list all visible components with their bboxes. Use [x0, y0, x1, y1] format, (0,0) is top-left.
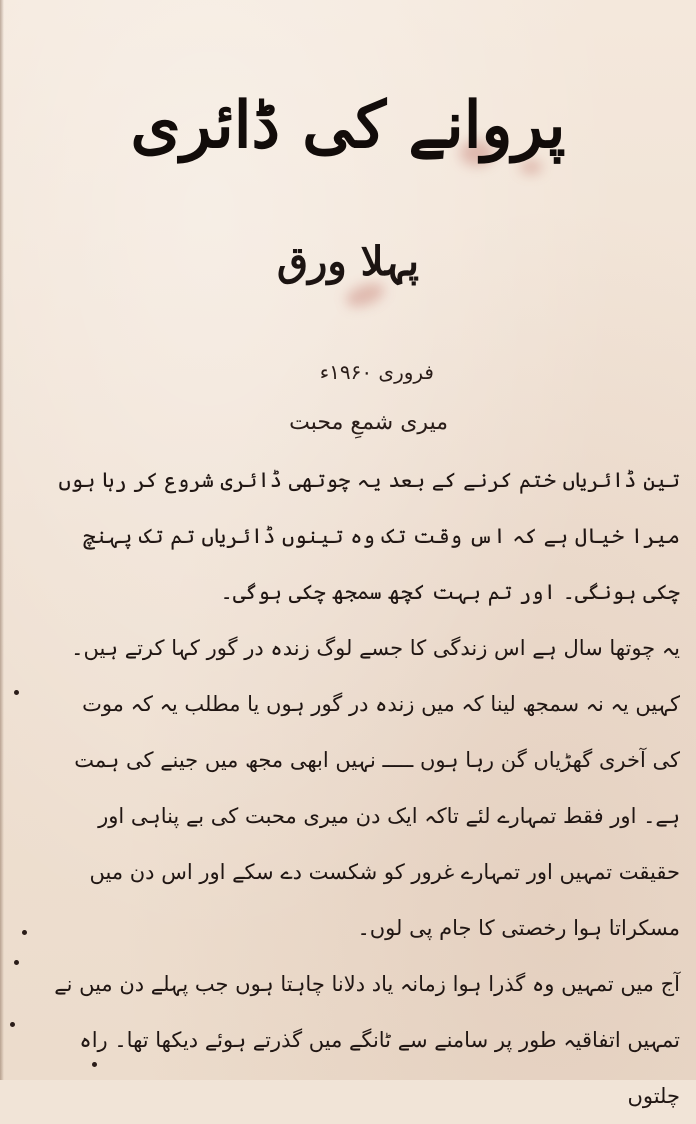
margin-dot [22, 930, 27, 935]
diary-body [52, 452, 680, 1124]
paragraph: یہ چوتھا سال ہے اس زندگی کا جسے لوگ زندہ در گور کہا کرتے ہیں۔ کہیں یہ نہ سمجھ لینا کہ میں زندہ در گور ہوں یا مطلب یہ کہ موت کی آخری گھڑیاں گن رہا ہوں ـــــ نہیں ابھی مجھ میں جینے کی ہمت ہے۔ اور فقط تمہارے لئے تاکہ ایک دن میری محبت کی بے پناہی اور حقیقت تمہیں اور تمہارے غرور کو شکست دے سکے اور اس دن میں مسکراتا ہوا رخصتی کا جام پی لوں۔ [71, 636, 680, 940]
margin-dot [92, 1062, 97, 1067]
salutation: میری شمعِ محبت [289, 410, 448, 435]
paragraph: تین ڈائریاں ختم کرنے کے بعد یہ چوتھی ڈائری شروع کر رہا ہوں میرا خیال ہے کہ اس وقت تک وہ تینوں ڈائریاں تم تک پہنچ چکی ہونگی۔ اور تم بہت کچھ سمجھ چکی ہوگی۔ [58, 468, 680, 604]
page-title: پروانے کی ڈائری [130, 88, 566, 163]
entry-date: فروری ۱۹۶۰ء [319, 360, 434, 384]
page-subtitle: پہلا ورق [276, 238, 420, 285]
paragraph: آج میں تمہیں وہ گذرا ہوا زمانہ یاد دلانا چاہتا ہوں جب پہلے دن میں نے تمہیں اتفاقیہ طور پر سامنے سے ٹانگے میں گذرتے ہوئے دیکھا تھا۔ راہ چلتوں [54, 972, 680, 1108]
margin-dot [10, 1022, 15, 1027]
margin-dot [14, 960, 19, 965]
margin-dot [14, 690, 19, 695]
